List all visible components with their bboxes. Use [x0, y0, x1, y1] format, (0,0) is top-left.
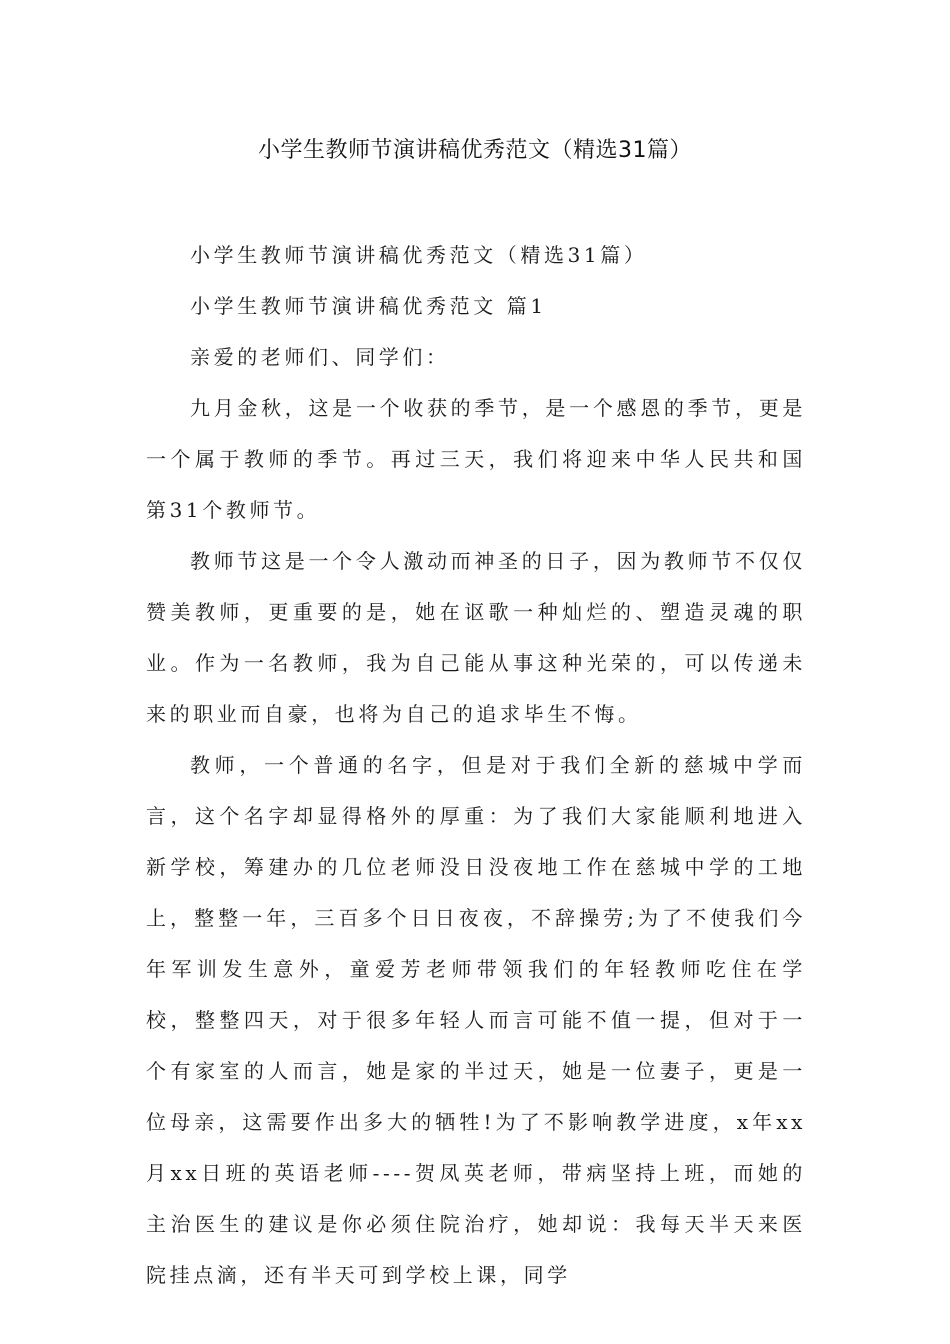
paragraph-subtitle: 小学生教师节演讲稿优秀范文（精选31篇） [190, 243, 648, 267]
document-body [146, 230, 806, 1301]
paragraph-body: 九月金秋，这是一个收获的季节，是一个感恩的季节，更是一个属于教师的季节。再过三天，我们将迎来中华人民共和国第31个教师节。 [146, 396, 806, 522]
paragraph-section-heading: 小学生教师节演讲稿优秀范文 篇1 [190, 294, 547, 318]
paragraph-salutation: 亲爱的老师们、同学们： [190, 345, 450, 369]
paragraph-body: 教师节这是一个令人激动而神圣的日子，因为教师节不仅仅赞美教师，更重要的是，她在讴歌一种灿烂的、塑造灵魂的职业。作为一名教师，我为自己能从事这种光荣的，可以传递未来的职业而自豪，也将为自己的追求毕生不悔。 [146, 549, 806, 726]
document-title: 小学生教师节演讲稿优秀范文（精选31篇） [258, 138, 692, 163]
paragraph-body: 教师，一个普通的名字，但是对于我们全新的慈城中学而言，这个名字却显得格外的厚重：为了我们大家能顺利地进入新学校，筹建办的几位老师没日没夜地工作在慈城中学的工地上，整整一年，三百多个日日夜夜，不辞操劳;为了不使我们今年军训发生意外，童爱芳老师带领我们的年轻教师吃住在学校，整整四天，对于很多年轻人而言可能不值一提，但对于一个有家室的人而言，她是家的半过天，她是一位妻子，更是一位母亲，这需要作出多大的牺牲!为了不影响教学进度，x年xx月xx日班的英语老师----贺凤英老师，带病坚持上班，而她的主治医生的建议是你必须住院治疗，她却说：我每天半天来医院挂点滴，还有半天可到学校上课，同学 [146, 753, 806, 1287]
